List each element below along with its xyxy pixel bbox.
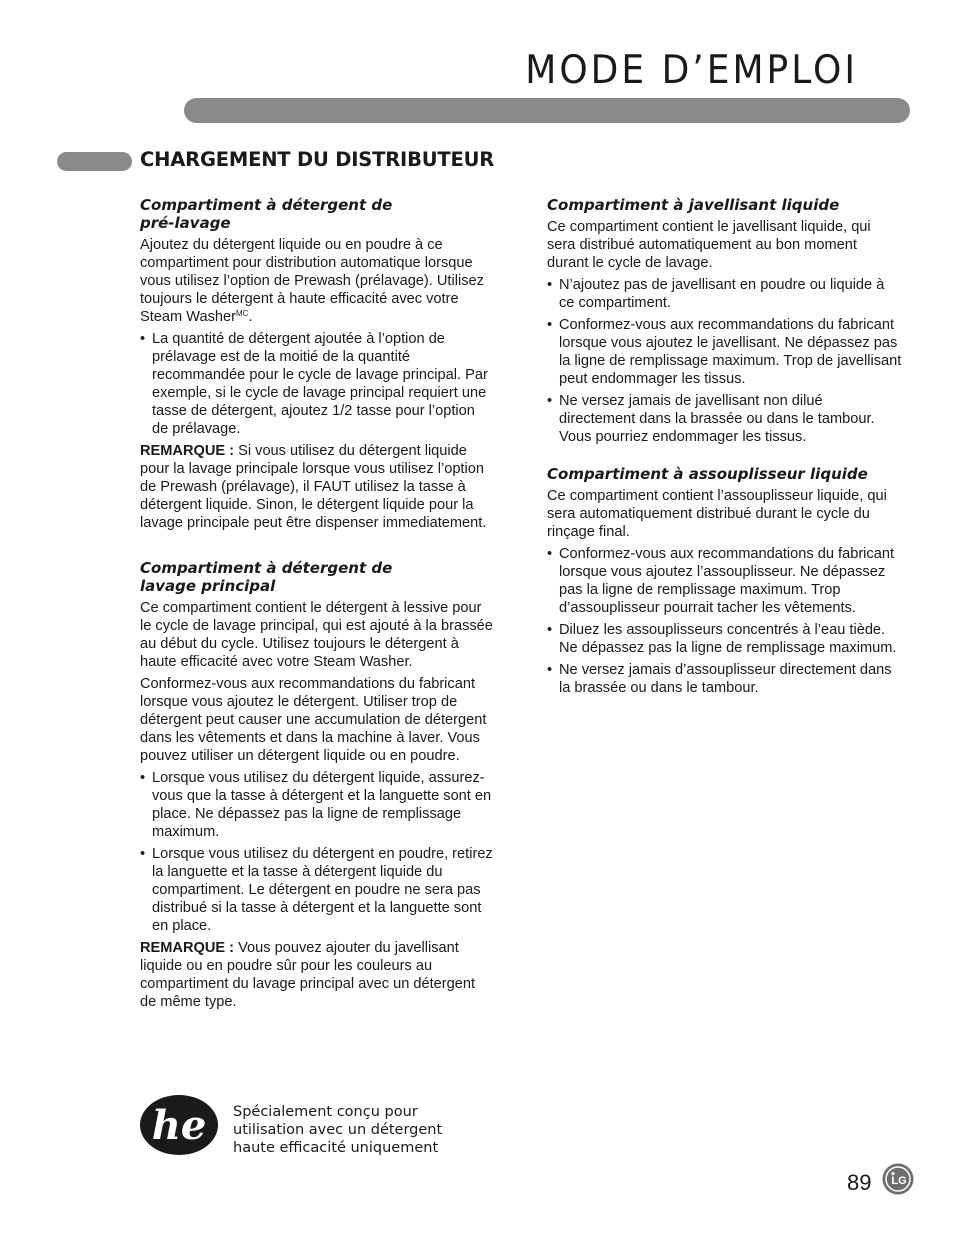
- remark-label: REMARQUE :: [140, 443, 235, 459]
- list-item: • Ne versez jamais d’assouplisseur directement dans la brassée ou dans le tambour.: [547, 661, 902, 697]
- prewash-heading-line2: pré-lavage: [140, 214, 231, 232]
- main-wash-remark: [140, 939, 495, 1011]
- svg-text:LG: LG: [891, 1175, 907, 1187]
- prewash-bullets: [140, 330, 495, 438]
- page-number: 89: [847, 1170, 872, 1195]
- main-wash-bullets: [140, 769, 495, 935]
- list-item: • N’ajoutez pas de javellisant en poudre ou liquide à ce compartiment.: [547, 276, 902, 312]
- list-item: • Diluez les assouplisseurs concentrés à l’eau tiède. Ne dépassez pas la ligne de remplissage maximum.: [547, 621, 902, 657]
- section-marker: [57, 152, 132, 171]
- svg-text:he: he: [151, 1102, 207, 1149]
- prewash-remark: [140, 442, 495, 532]
- left-column: [140, 196, 495, 1015]
- main-wash-heading-line2: lavage principal: [140, 577, 276, 595]
- he-note-line3: haute efficacité uniquement: [233, 1140, 439, 1156]
- softener-bullets: [547, 545, 902, 697]
- remark-text: Si vous utilisez du détergent liquide pour la lavage principale lorsque vous utilisez l’option de Prewash (prélavage), il FAUT utilisez la tasse à détergent liquide. Sinon, le détergent liquide pour la lavage principale peut être dispenser immediatement.: [140, 443, 487, 531]
- list-item: • Lorsque vous utilisez du détergent liquide, assurez-vous que la tasse à détergent et la languette sont en place. Ne dépassez pas la ligne de remplissage maximum.: [140, 769, 495, 841]
- main-wash-para2: Conformez-vous aux recommandations du fabricant lorsque vous ajoutez le détergent. Utiliser trop de détergent peut causer une accumulation de détergent dans les vêtements et dans la machine à laver. Vous pouvez utiliser un détergent liquide ou en poudre.: [140, 676, 487, 764]
- bleach-intro: Ce compartiment contient le javellisant liquide, qui sera distribué automatiquement au bon moment durant le cycle de lavage.: [547, 219, 871, 271]
- bleach-bullets: [547, 276, 902, 446]
- right-column: [547, 196, 902, 701]
- he-note-line2: utilisation avec un détergent: [233, 1122, 443, 1138]
- main-wash-para1: Ce compartiment contient le détergent à lessive pour le cycle de lavage principal, qui est ajouté à la brassée au début du cycle. Utilisez toujours le détergent à haute efficacité avec votre Steam Washer.: [140, 600, 493, 670]
- prewash-intro-text: Ajoutez du détergent liquide ou en poudre à ce compartiment pour distribution automatique lorsque vous utilisez l’option de Prewash (prélavage). Utilisez toujours le détergent à haute efficacité avec votre Steam Washer: [140, 237, 484, 325]
- prewash-heading-line1: Compartiment à détergent de: [140, 196, 393, 214]
- he-note-line1: Spécialement conçu pour: [233, 1104, 418, 1120]
- he-logo-icon: [139, 1094, 219, 1156]
- list-item: • La quantité de détergent ajoutée à l’option de prélavage est de la moitié de la quantité recommandée pour le cycle de lavage principal. Par exemple, si le cycle de lavage principal requiert une tasse de détergent, ajoutez 1/2 tasse pour l’option de prélavage.: [140, 330, 495, 438]
- softener-heading: Compartiment à assouplisseur liquide: [547, 465, 868, 483]
- list-item: • Lorsque vous utilisez du détergent en poudre, retirez la languette et la tasse à détergent liquide du compartiment. Le détergent en poudre ne sera pas distribué si la tasse à détergent et la languette sont en place.: [140, 845, 495, 935]
- trademark-sup: MC: [235, 309, 249, 318]
- main-wash-heading: [140, 559, 495, 595]
- softener-intro: Ce compartiment contient l’assouplisseur liquide, qui sera automatiquement distribué durant le cycle du rinçage final.: [547, 488, 887, 540]
- prewash-intro: [140, 236, 495, 326]
- bleach-heading: Compartiment à javellisant liquide: [547, 196, 840, 214]
- prewash-intro-end: .: [248, 309, 253, 325]
- lg-logo-icon: [882, 1163, 914, 1195]
- section-title: CHARGEMENT DU DISTRIBUTEUR: [140, 148, 495, 171]
- list-item: • Ne versez jamais de javellisant non dilué directement dans la brassée ou dans le tambour. Vous pourriez endommager les tissus.: [547, 392, 902, 446]
- remark-text: Vous pouvez ajouter du javellisant liquide ou en poudre sûr pour les couleurs au compartiment du lavage principal avec un détergent de même type.: [140, 940, 476, 1010]
- remark-label: REMARQUE :: [140, 940, 235, 956]
- page-header-title: MODE D’EMPLOI: [525, 48, 858, 93]
- he-note: [233, 1103, 493, 1157]
- prewash-heading: [140, 196, 495, 232]
- list-item: • Conformez-vous aux recommandations du fabricant lorsque vous ajoutez l’assouplisseur. Ne dépassez pas la ligne de remplissage maximum. Trop d’assouplisseur pourrait tacher les vêtements.: [547, 545, 902, 617]
- header-bar: [184, 98, 910, 123]
- list-item: • Conformez-vous aux recommandations du fabricant lorsque vous ajoutez le javellisant. Ne dépassez pas la ligne de remplissage maximum. Trop de javellisant peut endommager les tissus.: [547, 316, 902, 388]
- main-wash-heading-line1: Compartiment à détergent de: [140, 559, 393, 577]
